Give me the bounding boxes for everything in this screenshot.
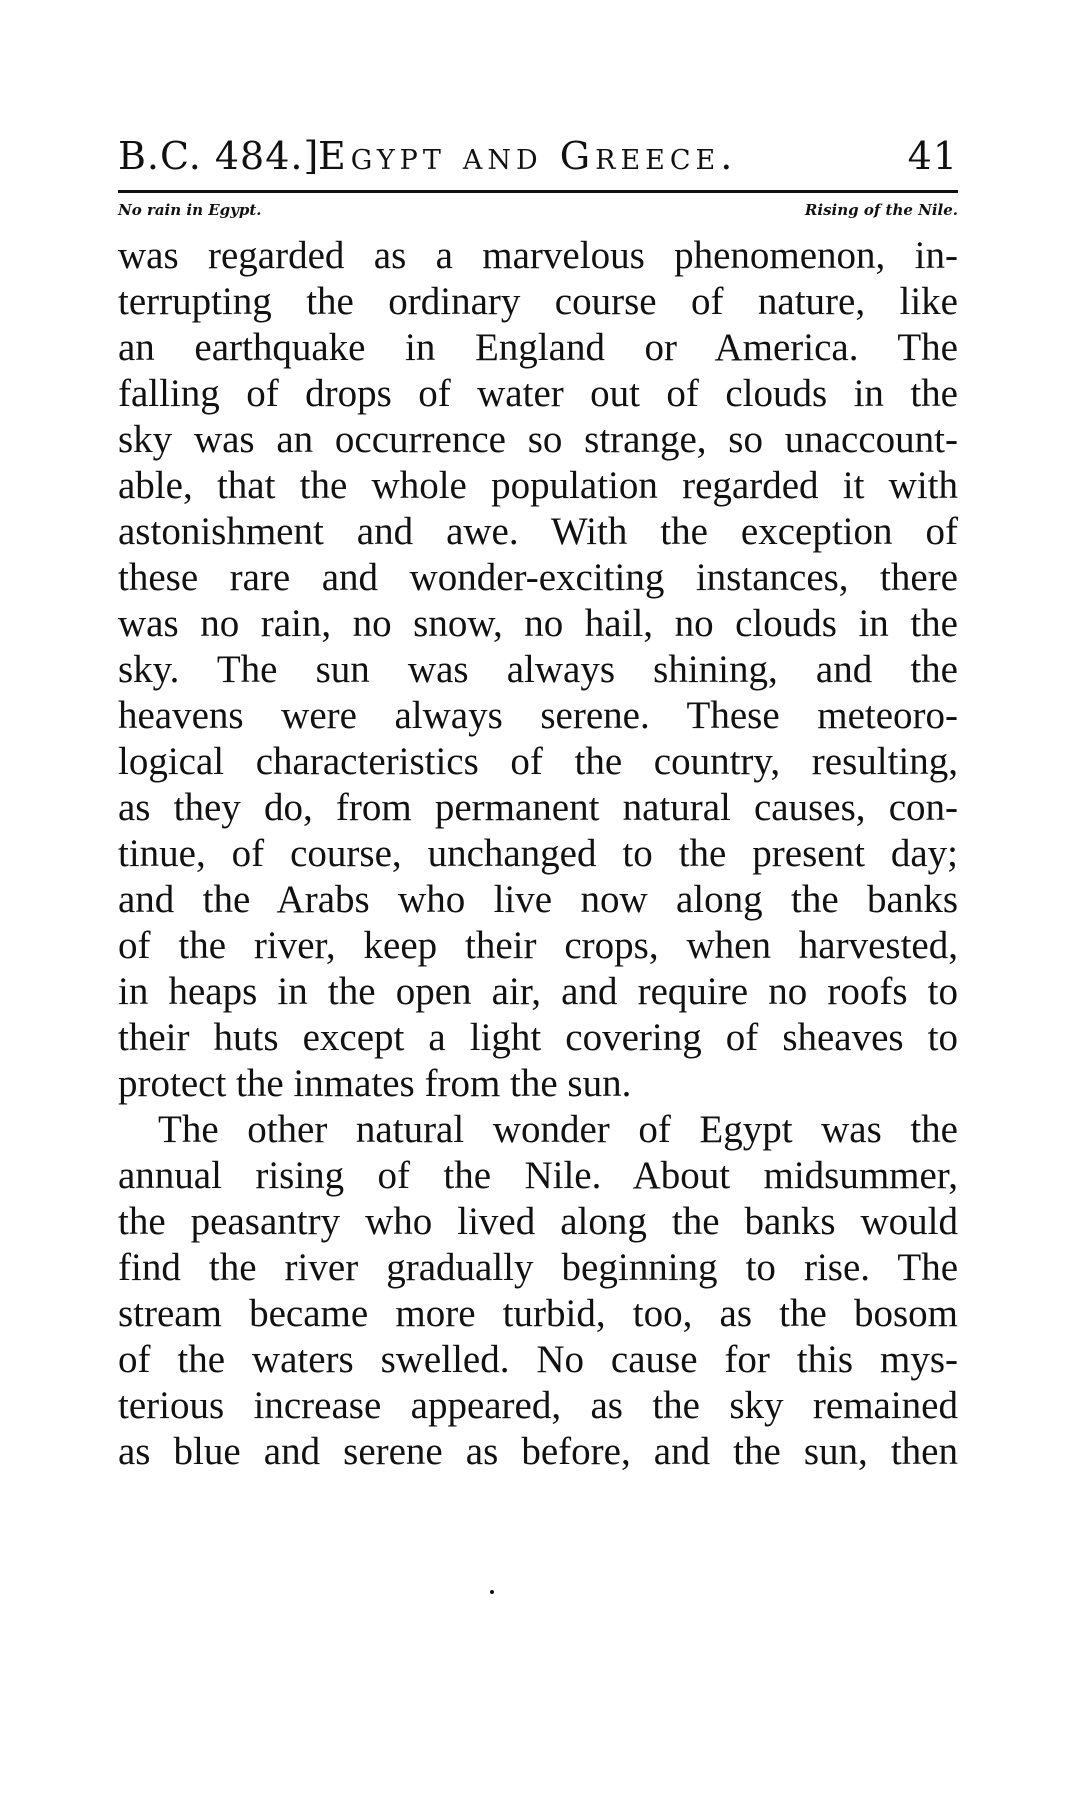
text-line: tinue, of course, unchanged to the present day;	[118, 832, 958, 875]
text-line: find the river gradually beginning to rise. The	[118, 1246, 958, 1289]
text-line: was regarded as a marvelous phenomenon, in-	[118, 234, 958, 277]
text-line: terrupting the ordinary course of nature, like	[118, 280, 958, 323]
text-line: sky. The sun was always shining, and the	[118, 648, 958, 691]
body-text	[118, 233, 958, 1475]
text-line: protect the inmates from the sun.	[118, 1062, 632, 1105]
page-number: 41	[907, 134, 958, 178]
text-line: as they do, from permanent natural causes, con-	[118, 786, 958, 829]
text-line: an earthquake in England or America. The	[118, 326, 958, 369]
text-line: The other natural wonder of Egypt was the	[158, 1108, 958, 1151]
sidenote-left: No rain in Egypt.	[118, 201, 262, 219]
text-line: terious increase appeared, as the sky remained	[118, 1384, 958, 1427]
print-speck	[490, 1590, 494, 1594]
text-line: sky was an occurrence so strange, so unaccount-	[118, 418, 958, 461]
sidenote-right: Rising of the Nile.	[804, 201, 958, 219]
text-line: able, that the whole population regarded it with	[118, 464, 958, 507]
text-line: logical characteristics of the country, resulting,	[118, 740, 958, 783]
chapter-title: Egypt and Greece.	[318, 134, 738, 178]
text-line: and the Arabs who live now along the banks	[118, 878, 958, 921]
date-marker: B.C. 484.]	[118, 134, 320, 178]
text-line: annual rising of the Nile. About midsummer,	[118, 1154, 958, 1197]
text-line: in heaps in the open air, and require no roofs to	[118, 970, 958, 1013]
book-page	[118, 128, 958, 1475]
running-head	[118, 128, 958, 188]
text-line: as blue and serene as before, and the sun, then	[118, 1430, 958, 1473]
text-line: these rare and wonder-exciting instances, there	[118, 556, 958, 599]
sidenotes	[118, 193, 958, 233]
text-line: of the river, keep their crops, when harvested,	[118, 924, 958, 967]
text-line: was no rain, no snow, no hail, no clouds in the	[118, 602, 958, 645]
text-line: falling of drops of water out of clouds in the	[118, 372, 958, 415]
text-line: the peasantry who lived along the banks would	[118, 1200, 958, 1243]
text-line: of the waters swelled. No cause for this mys-	[118, 1338, 958, 1381]
text-line: heavens were always serene. These meteoro-	[118, 694, 958, 737]
text-line: astonishment and awe. With the exception of	[118, 510, 958, 553]
text-line: their huts except a light covering of sheaves to	[118, 1016, 958, 1059]
text-line: stream became more turbid, too, as the bosom	[118, 1292, 958, 1335]
